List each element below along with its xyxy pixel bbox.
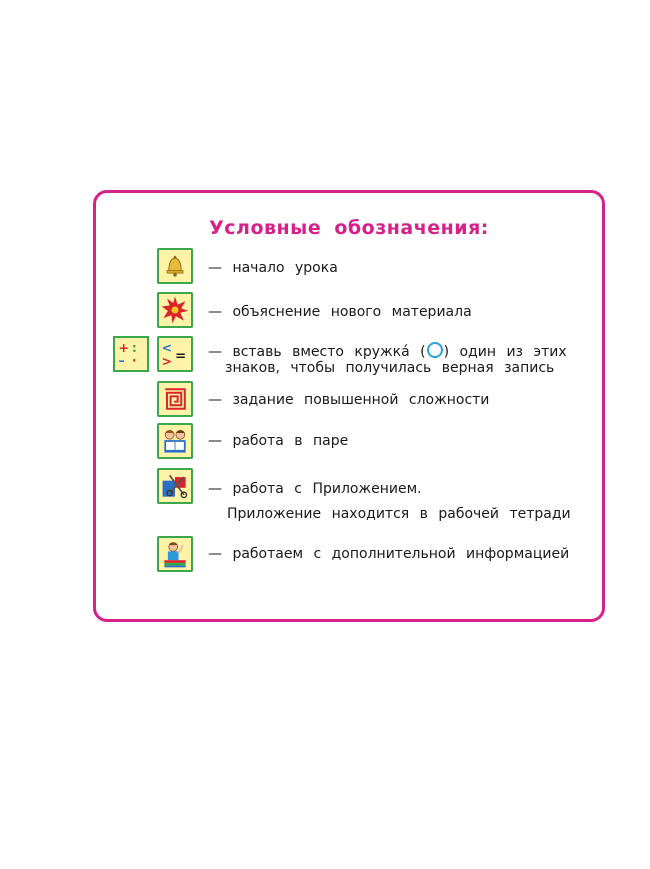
legend-item-hard-task: — задание повышенной сложности xyxy=(208,392,490,408)
legend-title: Условные обозначения: xyxy=(209,217,489,239)
svg-text::: : xyxy=(131,340,137,356)
svg-text:–: – xyxy=(118,352,125,368)
legend-item-new-material: — объяснение нового материала xyxy=(208,304,472,320)
insert-sign-text-before: — вставь вместо кружка́ ( xyxy=(208,344,426,360)
svg-text:<: < xyxy=(161,340,173,356)
comparison-signs-icon xyxy=(157,336,193,372)
legend-item-appendix-line2: Приложение находится в рабочей тетради xyxy=(227,506,571,522)
svg-text:=: = xyxy=(175,349,187,365)
plus-minus-icon xyxy=(113,336,149,372)
legend-item-pair-work: — работа в паре xyxy=(208,433,349,449)
legend-item-insert-sign-line2: знаков, чтобы получилась верная запись xyxy=(225,360,555,376)
bell-icon xyxy=(157,248,193,284)
legend-item-appendix: — работа с Приложением. xyxy=(208,481,422,497)
reading-child-icon xyxy=(157,536,193,572)
scissors-icon xyxy=(157,468,193,504)
circle-icon xyxy=(427,342,443,358)
insert-sign-text-after: ) один из этих xyxy=(443,344,567,360)
pair-work-icon xyxy=(157,423,193,459)
svg-text:·: · xyxy=(131,352,137,368)
svg-text:+: + xyxy=(118,340,129,356)
legend-item-start: — начало урока xyxy=(208,260,338,276)
legend-item-extra-info: — работаем с дополнительной информацией xyxy=(208,546,570,562)
svg-text:>: > xyxy=(161,353,173,369)
spiral-maze-icon xyxy=(157,381,193,417)
star-burst-icon xyxy=(157,292,193,328)
